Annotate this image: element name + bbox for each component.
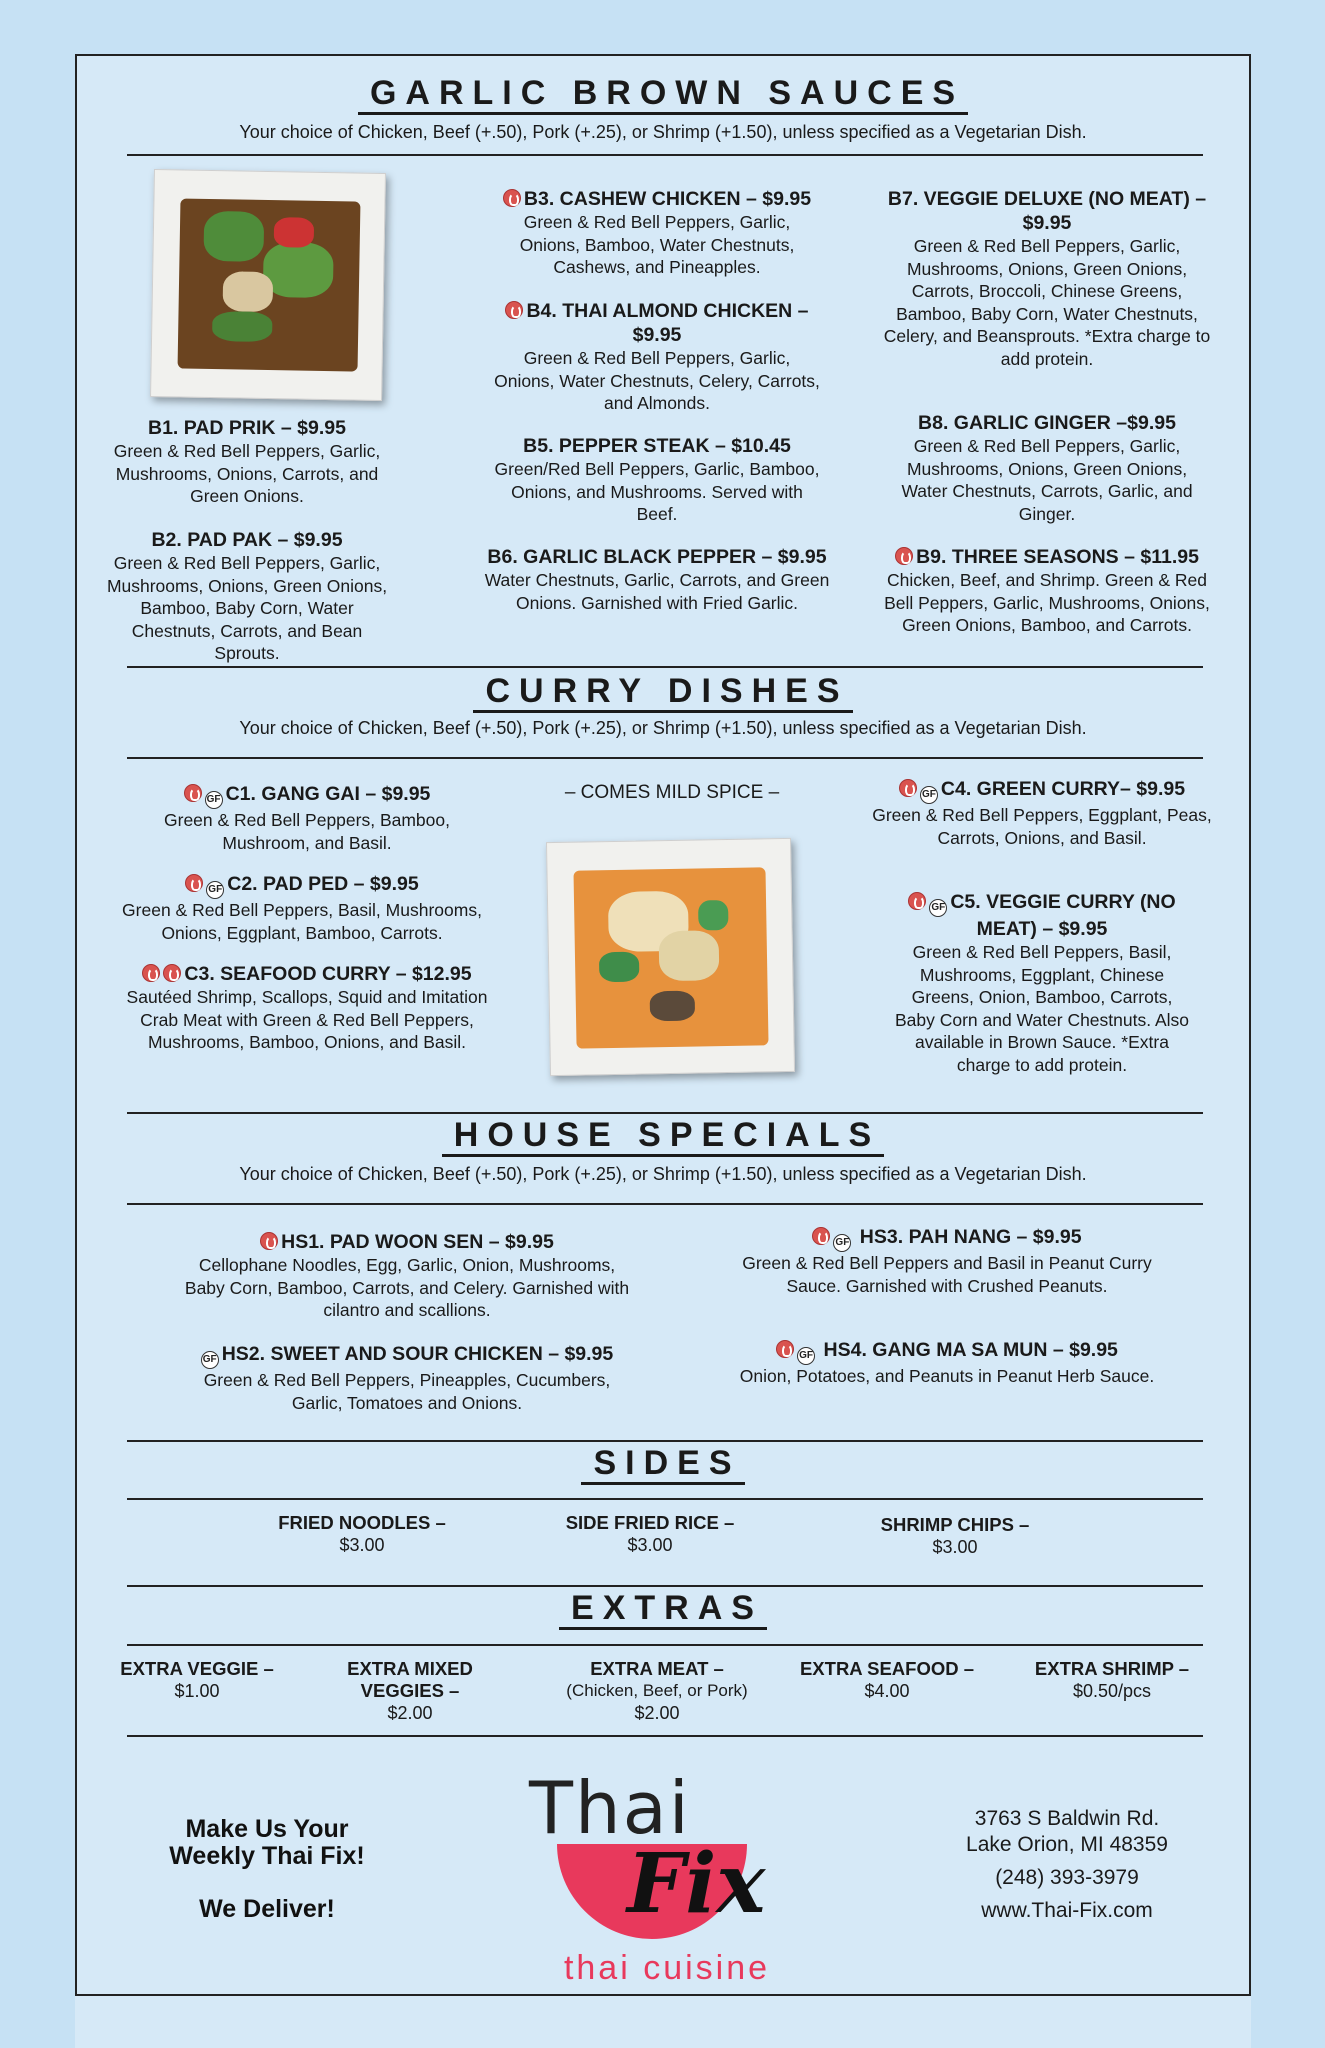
pad-prik-photo [150,169,386,401]
menu-item-hs4: GF HS4. GANG MA SA MUN – $9.95 Onion, Potatoes, and Peanuts in Peanut Herb Sauce. [739,1339,1155,1386]
menu-item-c5: GF C5. VEGGIE CURRY (NO MEAT) – $9.95 Green & Red Bell Peppers, Basil, Mushrooms, Eggplant, Chinese Greens, Onion, Bamboo, Carrots, Baby Corn and Water Chestnuts. Also available in Brown Sauce. *Extra charge to add protein. [894,891,1190,1075]
chili-pepper-icon [895,547,913,565]
menu-item-hs2: GF HS2. SWEET AND SOUR CHICKEN – $9.95 Green & Red Bell Peppers, Pineapples, Cucumbers, Garlic, Tomatoes and Onions. [177,1342,637,1414]
side-item: SHRIMP CHIPS – $3.00 [880,1514,1030,1557]
mild-spice-note: – COMES MILD SPICE – [564,782,780,803]
menu-item-c3: C3. SEAFOOD CURRY – $12.95 Sautéed Shrimp, Scallops, Squid and Imitation Crab Meat with Green & Red Bell Peppers, Mushrooms, Bamboo, Onions, and Basil. [126,963,488,1052]
menu-item-c1: GF C1. GANG GAI – $9.95 Green & Red Bell Peppers, Bamboo, Mushroom, and Basil. [164,783,450,853]
section-title-garlic: GARLIC BROWN SAUCES [77,74,1249,113]
menu-item-hs1: HS1. PAD WOON SEN – $9.95 Cellophane Noodles, Egg, Garlic, Onion, Mushrooms, Baby Corn, Bamboo, Carrots, and Celery. Garnished with cilantro and scallions. [184,1231,630,1320]
menu-item-b4: B4. THAI ALMOND CHICKEN – $9.95 Green & Red Bell Peppers, Garlic, Onions, Water Chestnuts, Celery, Carrots, and Almonds. [494,300,820,413]
chili-pepper-icon [503,189,521,207]
menu-item-c4: GF C4. GREEN CURRY– $9.95 Green & Red Bell Peppers, Eggplant, Peas, Carrots, Onions, and Basil. [872,778,1212,848]
chili-pepper-icon [185,874,203,892]
we-deliver: We Deliver! [199,1895,335,1923]
chili-pepper-icon [142,964,160,982]
divider [127,666,1203,668]
chili-pepper-icon [260,1232,278,1250]
divider [127,1585,1203,1587]
side-item: FRIED NOODLES – $3.00 [278,1512,446,1555]
gluten-free-icon: GF [797,1347,815,1365]
extra-item: EXTRA SEAFOOD – $4.00 [799,1658,975,1701]
section-subtitle-house: Your choice of Chicken, Beef (+.50), Pork (+.25), or Shrimp (+1.50), unless specified as a Vegetarian Dish. [239,1164,1087,1184]
divider [127,1644,1203,1646]
section-title-house: HOUSE SPECIALS [77,1116,1249,1155]
gluten-free-icon: GF [206,881,224,899]
menu-item-b5: B5. PEPPER STEAK – $10.45 Green/Red Bell Peppers, Garlic, Bamboo, Onions, and Mushrooms. Served with Beef. [494,435,820,524]
section-subtitle-garlic: Your choice of Chicken, Beef (+.50), Pork (+.25), or Shrimp (+1.50), unless specified as a Vegetarian Dish. [239,122,1087,142]
menu-item-hs3: GF HS3. PAH NANG – $9.95 Green & Red Bell Peppers and Basil in Peanut Curry Sauce. Garnished with Crushed Peanuts. [742,1226,1152,1296]
divider [127,1203,1203,1205]
section-title-extras: EXTRAS [77,1589,1249,1628]
extra-item: EXTRA MEAT – (Chicken, Beef, or Pork) $2.00 [566,1658,748,1723]
chili-pepper-icon [163,964,181,982]
menu-item-b8: B8. GARLIC GINGER –$9.95 Green & Red Bell Peppers, Garlic, Mushrooms, Onions, Green Onions, Water Chestnuts, Carrots, Garlic, and Ginger. [901,412,1193,524]
tagline: Make Us Your Weekly Thai Fix! We Deliver! [137,1816,397,1923]
chili-pepper-icon [908,892,926,910]
divider [127,757,1203,759]
divider [127,1440,1203,1442]
extra-item: EXTRA SHRIMP – $0.50/pcs [1034,1658,1190,1701]
website-link[interactable]: www.Thai-Fix.com [981,1899,1153,1922]
gluten-free-icon: GF [205,791,223,809]
divider [127,1735,1203,1737]
chili-pepper-icon [776,1340,794,1358]
chili-pepper-icon [505,301,523,319]
menu-item-b7: B7. VEGGIE DELUXE (NO MEAT) – $9.95 Green & Red Bell Peppers, Garlic, Mushrooms, Onions, Green Onions, Carrots, Broccoli, Chinese Greens, Bamboo, Baby Corn, Water Chestnuts, Celery, and Beansprouts. *Extra charge to add protein. [883,188,1211,369]
gluten-free-icon: GF [920,786,938,804]
side-item: SIDE FRIED RICE – $3.00 [565,1512,735,1555]
divider [127,154,1203,156]
chili-pepper-icon [812,1227,830,1245]
menu-item-b1: B1. PAD PRIK – $9.95 Green & Red Bell Peppers, Garlic, Mushrooms, Onions, Carrots, and Green Onions. [113,417,381,506]
extra-item: EXTRA MIXED VEGGIES – $2.00 [347,1658,473,1723]
chili-pepper-icon [184,784,202,802]
section-title-curry: CURRY DISHES [77,672,1249,711]
phone[interactable]: (248) 393-3979 [995,1866,1139,1889]
chili-pepper-icon [899,779,917,797]
gluten-free-icon: GF [929,899,947,917]
menu-item-b9: B9. THREE SEASONS – $11.95 Chicken, Beef, and Shrimp. Green & Red Bell Peppers, Garlic, Mushrooms, Onions, Green Onions, Bamboo, and Carrots. [884,546,1210,635]
gluten-free-icon: GF [833,1234,851,1252]
thai-fix-logo: Thai Fix thai cuisine [529,1766,771,1987]
contact-info: 3763 S Baldwin Rd. Lake Orion, MI 48359 (248) 393-3979 www.Thai-Fix.com [917,1806,1217,1924]
menu-frame [75,54,1251,1996]
divider [127,1112,1203,1114]
section-subtitle-curry: Your choice of Chicken, Beef (+.50), Pork (+.25), or Shrimp (+1.50), unless specified as a Vegetarian Dish. [239,718,1087,738]
menu-item-c2: GF C2. PAD PED – $9.95 Green & Red Bell Peppers, Basil, Mushrooms, Onions, Eggplant, Bamboo, Carrots. [122,873,482,943]
menu-item-b3: B3. CASHEW CHICKEN – $9.95 Green & Red Bell Peppers, Garlic, Onions, Bamboo, Water Chestnuts, Cashews, and Pineapples. [492,187,822,279]
gluten-free-icon: GF [201,1351,219,1369]
menu-item-b6: B6. GARLIC BLACK PEPPER – $9.95 Water Chestnuts, Garlic, Carrots, and Green Onions. Garnished with Fried Garlic. [484,546,830,613]
menu-item-b2: B2. PAD PAK – $9.95 Green & Red Bell Peppers, Garlic, Mushrooms, Onions, Green Onions, Bamboo, Baby Corn, Water Chestnuts, Carrots, and Bean Sprouts. [106,529,388,663]
divider [127,1498,1203,1500]
extra-item: EXTRA VEGGIE – $1.00 [120,1658,274,1701]
section-title-sides: SIDES [77,1444,1249,1483]
curry-photo [546,838,795,1076]
bottom-strip [75,1996,1251,2048]
